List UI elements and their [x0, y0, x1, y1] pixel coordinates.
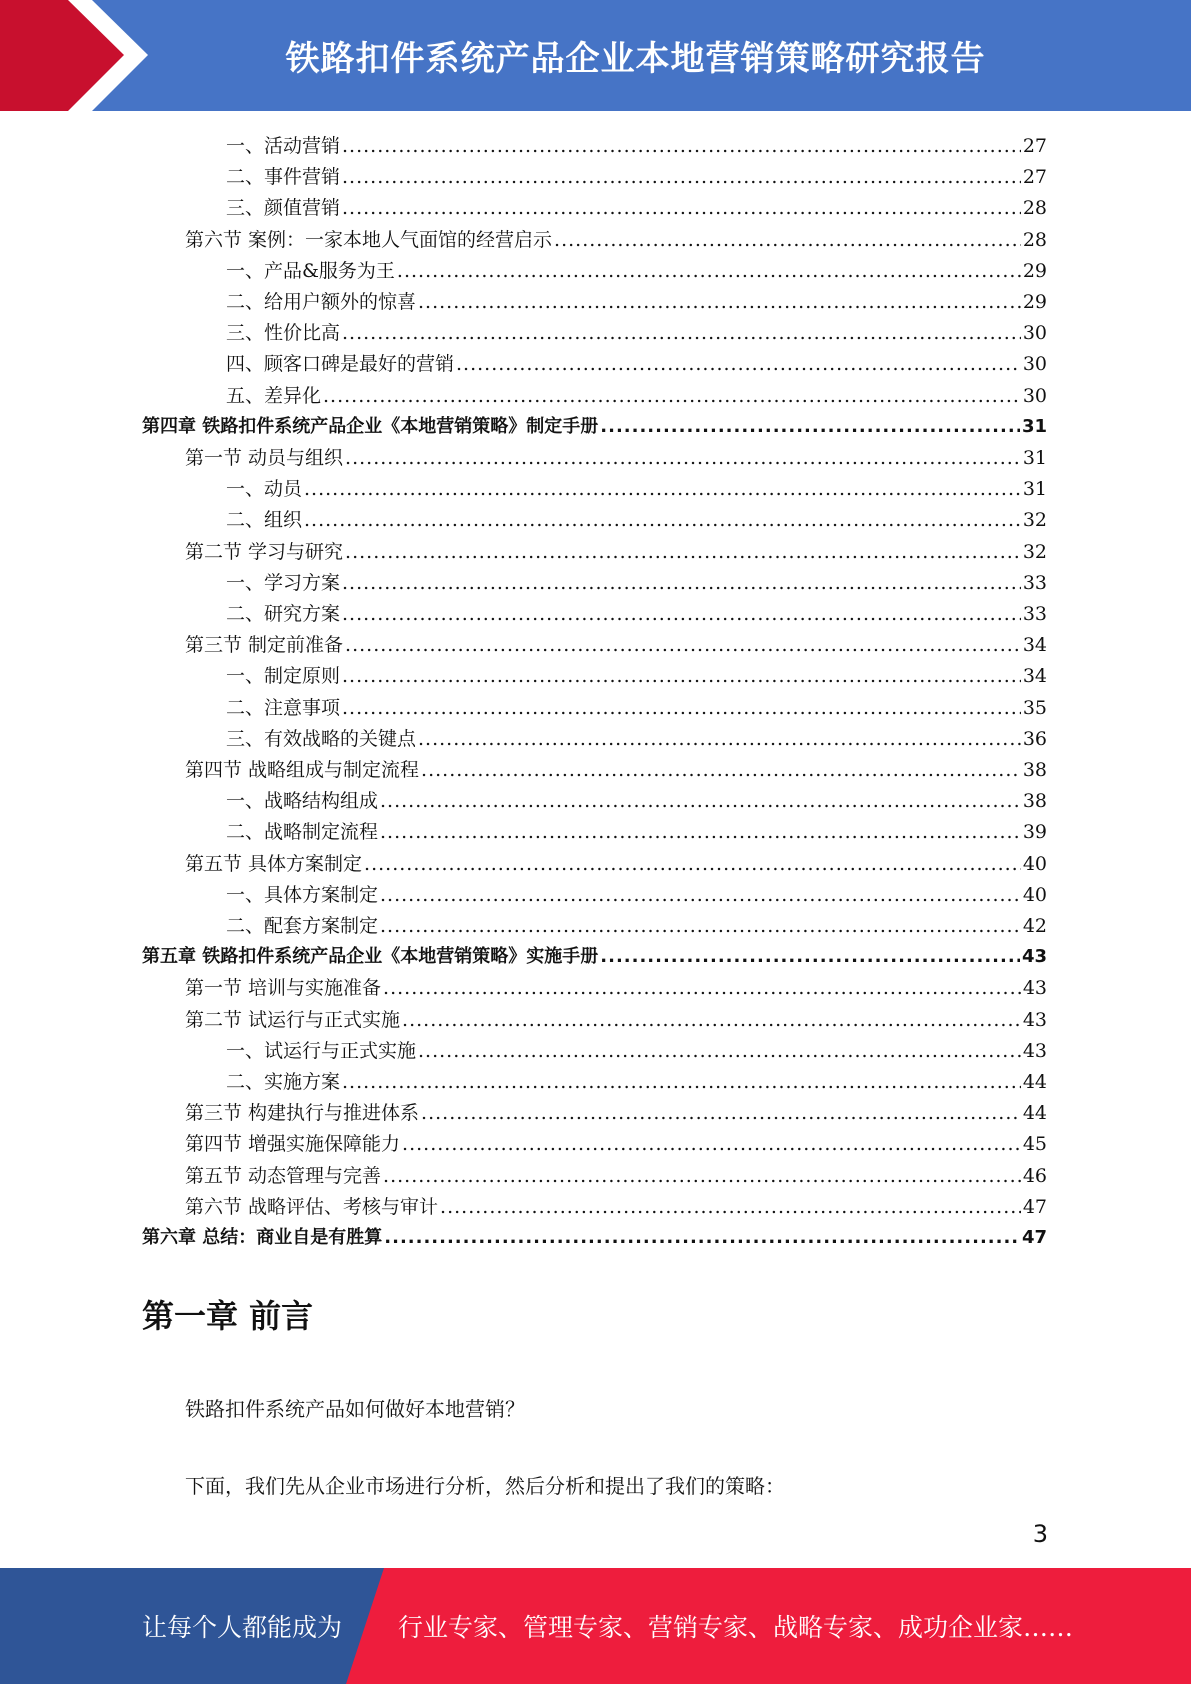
- toc-section-entry[interactable]: [185, 626, 1047, 657]
- toc-leader-dots: [600, 945, 1020, 969]
- toc-section-entry[interactable]: [185, 751, 1047, 782]
- toc-leader-dots: [342, 321, 1021, 345]
- toc-entry-label: 第四节 增强实施保障能力: [185, 1133, 401, 1155]
- toc-section-entry[interactable]: [185, 845, 1047, 876]
- footer-slogan-left: 让每个人都能成为: [142, 1613, 343, 1642]
- intro-paragraph: 下面，我们先从企业市场进行分析，然后分析和提出了我们的策略：: [185, 1474, 785, 1498]
- toc-entry-page: 43: [1022, 977, 1047, 999]
- toc-entry-label: 二、组织: [226, 509, 303, 531]
- toc-entry-page: 34: [1022, 665, 1047, 687]
- toc-entry-page: 38: [1022, 759, 1047, 781]
- toc-entry-label: 二、给用户额外的惊喜: [226, 291, 417, 313]
- toc-leader-dots: [402, 1008, 1021, 1032]
- toc-subsection-entry[interactable]: [226, 252, 1047, 283]
- toc-entry-label: 五、差异化: [226, 385, 322, 407]
- toc-entry-label: 二、事件营销: [226, 166, 341, 188]
- toc-subsection-entry[interactable]: [226, 657, 1047, 688]
- toc-entry-label: 二、实施方案: [226, 1071, 341, 1093]
- toc-leader-dots: [383, 1164, 1021, 1188]
- toc-entry-label: 三、有效战略的关键点: [226, 728, 417, 750]
- toc-entry-label: 第一节 培训与实施准备: [185, 977, 382, 999]
- toc-subsection-entry[interactable]: [226, 283, 1047, 314]
- toc-leader-dots: [421, 1101, 1021, 1125]
- toc-entry-page: 47: [1021, 1227, 1047, 1248]
- toc-entry-page: 28: [1022, 229, 1047, 251]
- toc-entry-label: 第五节 动态管理与完善: [185, 1165, 382, 1187]
- toc-section-entry[interactable]: [185, 1157, 1047, 1188]
- toc-section-entry[interactable]: [185, 439, 1047, 470]
- toc-entry-label: 一、战略结构组成: [226, 790, 379, 812]
- toc-entry-label: 二、配套方案制定: [226, 915, 379, 937]
- toc-entry-label: 三、性价比高: [226, 322, 341, 344]
- toc-leader-dots: [380, 789, 1021, 813]
- toc-leader-dots: [345, 633, 1021, 657]
- footer-slogan-right: 行业专家、管理专家、营销专家、战略专家、成功企业家……: [398, 1613, 1074, 1642]
- toc-entry-page: 46: [1022, 1165, 1047, 1187]
- toc-entry-page: 27: [1022, 135, 1047, 157]
- toc-entry-page: 32: [1022, 509, 1047, 531]
- toc-entry-page: 31: [1021, 416, 1047, 437]
- toc-entry-page: 43: [1022, 1040, 1047, 1062]
- toc-entry-page: 29: [1022, 291, 1047, 313]
- toc-leader-dots: [421, 758, 1021, 782]
- toc-subsection-entry[interactable]: [226, 189, 1047, 220]
- toc-entry-page: 47: [1022, 1196, 1047, 1218]
- toc-entry-page: 30: [1022, 385, 1047, 407]
- toc-entry-label: 一、具体方案制定: [226, 884, 379, 906]
- toc-entry-label: 第三节 制定前准备: [185, 634, 344, 656]
- toc-leader-dots: [304, 477, 1021, 501]
- toc-entry-label: 四、顾客口碑是最好的营销: [226, 353, 455, 375]
- toc-entry-label: 第六节 案例：一家本地人气面馆的经营启示: [185, 229, 553, 251]
- toc-subsection-entry[interactable]: [226, 345, 1047, 376]
- toc-leader-dots: [380, 883, 1021, 907]
- toc-section-entry[interactable]: [185, 1094, 1047, 1125]
- toc-subsection-entry[interactable]: [226, 876, 1047, 907]
- toc-entry-page: 40: [1022, 884, 1047, 906]
- toc-entry-label: 第一节 动员与组织: [185, 447, 344, 469]
- toc-entry-label: 一、活动营销: [226, 135, 341, 157]
- toc-entry-label: 第六节 战略评估、考核与审计: [185, 1196, 439, 1218]
- intro-paragraph: 铁路扣件系统产品如何做好本地营销？: [185, 1397, 525, 1421]
- toc-entry-page: 30: [1022, 353, 1047, 375]
- toc-subsection-entry[interactable]: [226, 595, 1047, 626]
- toc-leader-dots: [345, 446, 1021, 470]
- toc-leader-dots: [342, 134, 1021, 158]
- toc-leader-dots: [554, 228, 1021, 252]
- toc-entry-page: 27: [1022, 166, 1047, 188]
- toc-entry-label: 二、研究方案: [226, 603, 341, 625]
- toc-entry-page: 43: [1022, 1009, 1047, 1031]
- toc-chapter-entry[interactable]: [142, 1219, 1047, 1250]
- toc-leader-dots: [304, 508, 1021, 532]
- toc-entry-label: 一、试运行与正式实施: [226, 1040, 417, 1062]
- toc-leader-dots: [440, 1195, 1021, 1219]
- toc-leader-dots: [418, 1039, 1021, 1063]
- toc-entry-page: 44: [1022, 1071, 1047, 1093]
- toc-subsection-entry[interactable]: [226, 127, 1047, 158]
- toc-leader-dots: [380, 914, 1021, 938]
- toc-leader-dots: [342, 571, 1021, 595]
- toc-subsection-entry[interactable]: [226, 158, 1047, 189]
- toc-entry-page: 43: [1021, 946, 1047, 967]
- toc-leader-dots: [397, 259, 1021, 283]
- toc-entry-label: 一、学习方案: [226, 572, 341, 594]
- toc-leader-dots: [342, 165, 1021, 189]
- toc-subsection-entry[interactable]: [226, 813, 1047, 844]
- toc-section-entry[interactable]: [185, 533, 1047, 564]
- toc-entry-page: 33: [1022, 603, 1047, 625]
- toc-entry-label: 第二节 试运行与正式实施: [185, 1009, 401, 1031]
- toc-leader-dots: [342, 602, 1021, 626]
- toc-entry-page: 35: [1022, 697, 1047, 719]
- toc-entry-page: 34: [1022, 634, 1047, 656]
- page-footer: [0, 1568, 1191, 1684]
- toc-subsection-entry[interactable]: [226, 564, 1047, 595]
- toc-leader-dots: [402, 1132, 1021, 1156]
- toc-entry-label: 第六章 总结：商业自是有胜算: [142, 1227, 383, 1248]
- toc-chapter-entry[interactable]: [142, 938, 1047, 969]
- toc-leader-dots: [364, 852, 1021, 876]
- page-header: [0, 0, 1191, 111]
- toc-entry-page: 31: [1022, 447, 1047, 469]
- toc-entry-page: 42: [1022, 915, 1047, 937]
- toc-subsection-entry[interactable]: [226, 470, 1047, 501]
- toc-subsection-entry[interactable]: [226, 720, 1047, 751]
- toc-leader-dots: [342, 1070, 1021, 1094]
- toc-section-entry[interactable]: [185, 1125, 1047, 1156]
- toc-entry-label: 第三节 构建执行与推进体系: [185, 1102, 420, 1124]
- toc-entry-label: 第四章 铁路扣件系统产品企业《本地营销策略》制定手册: [142, 416, 599, 437]
- toc-section-entry[interactable]: [185, 969, 1047, 1000]
- toc-entry-page: 33: [1022, 572, 1047, 594]
- toc-entry-page: 39: [1022, 821, 1047, 843]
- toc-subsection-entry[interactable]: [226, 907, 1047, 938]
- toc-subsection-entry[interactable]: [226, 1032, 1047, 1063]
- toc-section-entry[interactable]: [185, 221, 1047, 252]
- toc-entry-page: 32: [1022, 541, 1047, 563]
- toc-entry-label: 一、制定原则: [226, 665, 341, 687]
- toc-entry-page: 29: [1022, 260, 1047, 282]
- toc-entry-label: 第四节 战略组成与制定流程: [185, 759, 420, 781]
- toc-leader-dots: [380, 820, 1021, 844]
- toc-entry-label: 第二节 学习与研究: [185, 541, 344, 563]
- toc-leader-dots: [384, 1226, 1020, 1250]
- toc-entry-page: 28: [1022, 197, 1047, 219]
- toc-entry-label: 第五章 铁路扣件系统产品企业《本地营销策略》实施手册: [142, 946, 599, 967]
- toc-entry-page: 31: [1022, 478, 1047, 500]
- toc-entry-label: 二、战略制定流程: [226, 821, 379, 843]
- toc-entry-page: 40: [1022, 853, 1047, 875]
- toc-leader-dots: [418, 727, 1021, 751]
- toc-leader-dots: [418, 290, 1021, 314]
- toc-subsection-entry[interactable]: [226, 314, 1047, 345]
- toc-leader-dots: [345, 540, 1021, 564]
- toc-leader-dots: [342, 696, 1021, 720]
- report-title: 铁路扣件系统产品企业本地营销策略研究报告: [285, 39, 986, 79]
- toc-entry-label: 一、产品&服务为王: [226, 260, 395, 282]
- toc-subsection-entry[interactable]: [226, 501, 1047, 532]
- header-arrow-icon: [0, 0, 160, 111]
- toc-leader-dots: [383, 976, 1021, 1000]
- toc-subsection-entry[interactable]: [226, 782, 1047, 813]
- toc-entry-page: 30: [1022, 322, 1047, 344]
- toc-leader-dots: [456, 352, 1021, 376]
- toc-entry-label: 第五节 具体方案制定: [185, 853, 363, 875]
- toc-entry-page: 38: [1022, 790, 1047, 812]
- toc-entry-label: 三、颜值营销: [226, 197, 341, 219]
- toc-section-entry[interactable]: [185, 1188, 1047, 1219]
- toc-leader-dots: [600, 415, 1020, 439]
- toc-chapter-entry[interactable]: [142, 408, 1047, 439]
- toc-entry-label: 二、注意事项: [226, 697, 341, 719]
- toc-subsection-entry[interactable]: [226, 377, 1047, 408]
- page-number: 3: [1032, 1520, 1048, 1548]
- toc-subsection-entry[interactable]: [226, 1063, 1047, 1094]
- toc-subsection-entry[interactable]: [226, 689, 1047, 720]
- toc-entry-label: 一、动员: [226, 478, 303, 500]
- toc-leader-dots: [323, 384, 1021, 408]
- toc-leader-dots: [342, 196, 1021, 220]
- toc-entry-page: 44: [1022, 1102, 1047, 1124]
- toc-leader-dots: [342, 664, 1021, 688]
- toc-section-entry[interactable]: [185, 1001, 1047, 1032]
- chapter-heading: 第一章 前言: [142, 1297, 314, 1335]
- toc-entry-page: 36: [1022, 728, 1047, 750]
- toc-entry-page: 45: [1022, 1133, 1047, 1155]
